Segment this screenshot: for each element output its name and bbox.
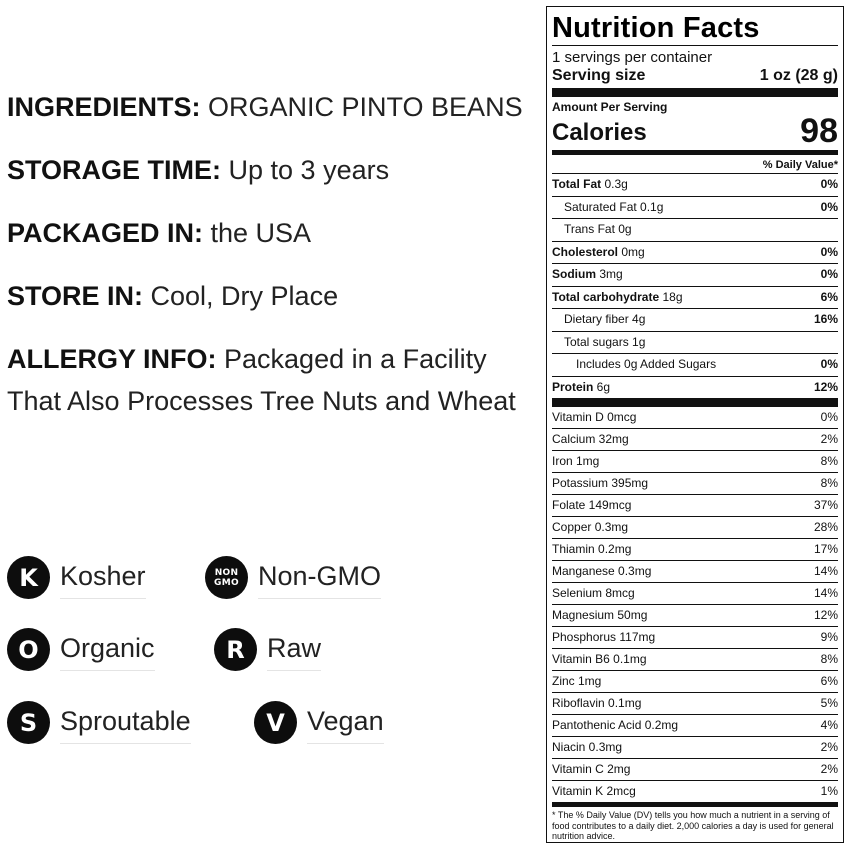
vitamin-pct: 8% xyxy=(820,652,838,666)
nutrient-amount: 0mg xyxy=(618,244,645,259)
ingredients-line xyxy=(7,86,537,128)
vitamin-pct: 8% xyxy=(820,476,838,490)
vitamin-name: Phosphorus 117mg xyxy=(552,630,656,644)
vitamin-pct: 6% xyxy=(820,674,838,688)
vitamin-row xyxy=(552,693,838,715)
vitamin-pct: 9% xyxy=(820,630,838,644)
divider-thick xyxy=(552,398,838,407)
non-gmo-icon-top: NON xyxy=(214,567,239,578)
vegan-icon: V xyxy=(254,701,297,744)
daily-value-header: % Daily Value* xyxy=(552,155,838,174)
vitamin-row xyxy=(552,671,838,693)
vitamin-mineral-list xyxy=(552,407,838,802)
nutrient-row-sodium xyxy=(552,264,838,287)
vitamin-pct: 2% xyxy=(820,762,838,776)
nutrient-pct: 0% xyxy=(820,177,838,191)
divider-medium xyxy=(552,802,838,807)
kosher-icon: K xyxy=(7,556,50,599)
non-gmo-icon xyxy=(205,556,248,599)
storage-time-label: STORAGE TIME: xyxy=(7,155,222,185)
servings-per-container: 1 servings per container xyxy=(552,49,713,66)
nutrition-facts-panel xyxy=(546,6,844,843)
nutrient-label: Dietary fiber 4g xyxy=(564,312,646,326)
nutrient-row-total-fat xyxy=(552,174,838,197)
nutrient-pct: 0% xyxy=(820,357,838,371)
divider xyxy=(552,45,838,46)
nutrient-row-cholesterol xyxy=(552,242,838,265)
nutrient-label: Saturated Fat 0.1g xyxy=(564,199,664,214)
store-in-line xyxy=(7,275,537,317)
badge-raw-label: Raw xyxy=(267,628,321,671)
nutrient-pct: 0% xyxy=(820,199,838,214)
vitamin-name: Thiamin 0.2mg xyxy=(552,542,632,556)
vitamin-name: Vitamin K 2mcg xyxy=(552,784,636,798)
vitamin-name: Iron 1mg xyxy=(552,454,600,468)
nutrient-amount: 18g xyxy=(659,289,683,304)
storage-time-line xyxy=(7,149,537,191)
vitamin-name: Niacin 0.3mg xyxy=(552,740,623,754)
ingredients-label: INGREDIENTS: xyxy=(7,92,201,122)
badge-sproutable-label: Sproutable xyxy=(60,701,191,744)
nutrient-name xyxy=(552,174,628,196)
nutrient-pct: 16% xyxy=(813,312,838,326)
vitamin-name: Selenium 8mcg xyxy=(552,586,635,600)
serving-size-value: 1 oz (28 g) xyxy=(759,67,838,84)
allergy-line xyxy=(7,338,537,422)
nutrient-label: Total sugars 1g xyxy=(564,334,646,349)
nutrient-label: Protein xyxy=(552,379,594,394)
calories-row xyxy=(552,114,838,148)
allergy-value: Packaged in a Facility That Also Processes Tree Nuts and Wheat xyxy=(7,344,516,416)
vitamin-pct: 14% xyxy=(813,564,838,578)
vitamin-row xyxy=(552,517,838,539)
nutrient-label: Includes 0g Added Sugars xyxy=(576,357,717,371)
vitamin-name: Potassium 395mg xyxy=(552,476,649,490)
nutrient-row-total-carbohydrate xyxy=(552,287,838,310)
product-info xyxy=(7,86,537,443)
vitamin-row xyxy=(552,627,838,649)
sproutable-icon: S xyxy=(7,701,50,744)
allergy-label: ALLERGY INFO: xyxy=(7,344,217,374)
vitamin-pct: 1% xyxy=(820,784,838,798)
vitamin-pct: 37% xyxy=(813,498,838,512)
badge-kosher xyxy=(7,556,146,599)
nutrient-row-added-sugars xyxy=(552,354,838,377)
vitamin-row xyxy=(552,605,838,627)
vitamin-name: Pantothenic Acid 0.2mg xyxy=(552,718,679,732)
vitamin-row xyxy=(552,539,838,561)
ingredients-value: ORGANIC PINTO BEANS xyxy=(200,92,523,122)
vitamin-row xyxy=(552,583,838,605)
serving-size-row xyxy=(552,67,838,88)
nutrient-name xyxy=(552,377,610,399)
badge-vegan xyxy=(254,701,384,744)
badge-non-gmo-label: Non-GMO xyxy=(258,556,381,599)
packaged-in-label: PACKAGED IN: xyxy=(7,218,204,248)
nutrient-row-total-sugars xyxy=(552,332,838,355)
nutrient-amount: 6g xyxy=(593,379,611,394)
badge-kosher-label: Kosher xyxy=(60,556,146,599)
nutrient-name xyxy=(552,287,683,309)
vitamin-name: Folate 149mcg xyxy=(552,498,632,512)
vitamin-pct: 14% xyxy=(813,586,838,600)
store-in-label: STORE IN: xyxy=(7,281,144,311)
divider-thick xyxy=(552,88,838,97)
vitamin-pct: 2% xyxy=(820,740,838,754)
nutrient-row-protein xyxy=(552,377,838,399)
badge-sproutable xyxy=(7,701,191,744)
nutrient-pct: 0% xyxy=(820,244,838,259)
vitamin-name: Vitamin D 0mcg xyxy=(552,410,637,424)
raw-icon: R xyxy=(214,628,257,671)
serving-size-label: Serving size xyxy=(552,67,646,84)
vitamin-name: Manganese 0.3mg xyxy=(552,564,652,578)
nutrient-label: Total Fat xyxy=(552,177,602,191)
nutrient-label: Total carbohydrate xyxy=(552,289,660,304)
vitamin-name: Copper 0.3mg xyxy=(552,520,629,534)
vitamin-pct: 8% xyxy=(820,454,838,468)
non-gmo-icon-bottom: GMO xyxy=(214,577,239,588)
vitamin-name: Vitamin B6 0.1mg xyxy=(552,652,647,666)
vitamin-pct: 17% xyxy=(813,542,838,556)
nutrient-name xyxy=(552,264,623,286)
nutrient-row-trans-fat xyxy=(552,219,838,242)
vitamin-pct: 28% xyxy=(813,520,838,534)
nutrient-pct: 6% xyxy=(820,289,838,304)
vitamin-row xyxy=(552,715,838,737)
nutrient-amount: 3mg xyxy=(596,267,623,281)
vitamin-name: Magnesium 50mg xyxy=(552,608,648,622)
vitamin-row xyxy=(552,473,838,495)
vitamin-row xyxy=(552,451,838,473)
organic-icon: O xyxy=(7,628,50,671)
nutrient-label: Cholesterol xyxy=(552,244,619,259)
badge-organic xyxy=(7,628,155,671)
vitamin-pct: 12% xyxy=(813,608,838,622)
calories-label: Calories xyxy=(552,119,647,146)
storage-time-value: Up to 3 years xyxy=(221,155,390,185)
badge-vegan-label: Vegan xyxy=(307,701,384,744)
calories-value: 98 xyxy=(800,112,838,150)
packaged-in-value: the USA xyxy=(203,218,312,248)
packaged-in-line xyxy=(7,212,537,254)
vitamin-row xyxy=(552,495,838,517)
badge-raw xyxy=(214,628,321,671)
nutrition-facts-title: Nutrition Facts xyxy=(552,12,760,44)
vitamin-pct: 4% xyxy=(820,718,838,732)
store-in-value: Cool, Dry Place xyxy=(143,281,339,311)
nutrient-pct: 0% xyxy=(820,267,838,281)
nutrient-name xyxy=(552,242,645,264)
vitamin-row xyxy=(552,429,838,451)
badge-organic-label: Organic xyxy=(60,628,155,671)
vitamin-row xyxy=(552,561,838,583)
vitamin-name: Calcium 32mg xyxy=(552,432,629,446)
vitamin-row xyxy=(552,759,838,781)
badge-non-gmo xyxy=(205,556,381,599)
vitamin-row xyxy=(552,781,838,802)
vitamin-pct: 2% xyxy=(820,432,838,446)
vitamin-row xyxy=(552,407,838,429)
vitamin-pct: 5% xyxy=(820,696,838,710)
vitamin-name: Riboflavin 0.1mg xyxy=(552,696,642,710)
vitamin-pct: 0% xyxy=(820,410,838,424)
vitamin-row xyxy=(552,649,838,671)
vitamin-name: Zinc 1mg xyxy=(552,674,602,688)
nutrient-label: Sodium xyxy=(552,267,596,281)
nutrient-row-saturated-fat xyxy=(552,197,838,220)
nutrient-amount: 0.3g xyxy=(601,177,628,191)
daily-value-footnote: * The % Daily Value (DV) tells you how much a nutrient in a serving of food contributes to a daily diet. 2,000 calories a day is used for general nutrition advice. xyxy=(552,810,834,841)
vitamin-row xyxy=(552,737,838,759)
amount-per-serving: Amount Per Serving xyxy=(552,100,668,114)
nutrient-label: Trans Fat 0g xyxy=(564,222,632,236)
nutrient-pct: 12% xyxy=(813,379,838,394)
vitamin-name: Vitamin C 2mg xyxy=(552,762,631,776)
nutrient-row-dietary-fiber xyxy=(552,309,838,332)
